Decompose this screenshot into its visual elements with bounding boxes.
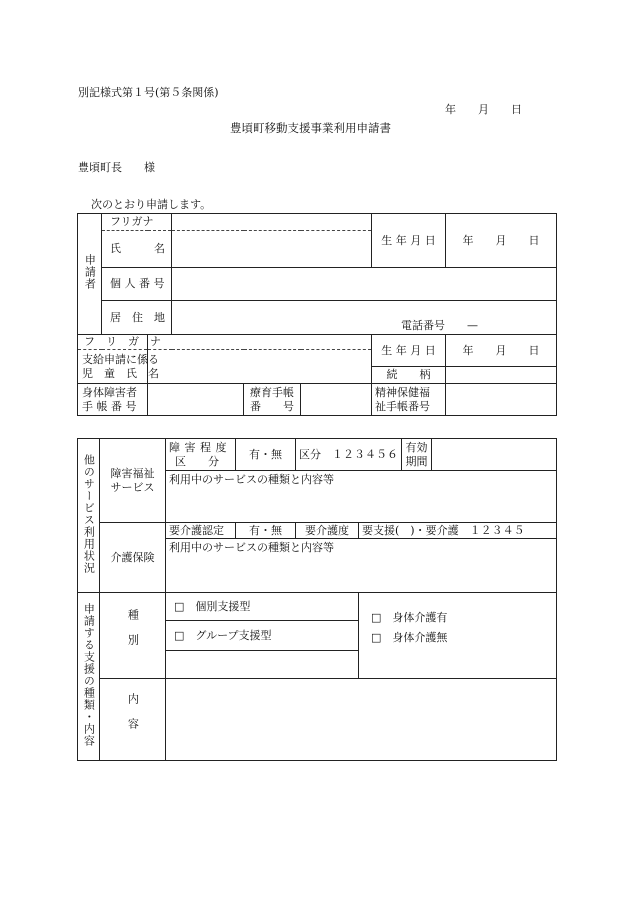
physical-handbook-label: 身体障害者 手 帳 番 号 [78, 384, 148, 416]
applicant-mynumber-value[interactable] [172, 268, 557, 301]
support-type-label: 種別 [100, 593, 166, 679]
care-usage-field[interactable]: 利用中のサービスの種類と内容等 [166, 539, 557, 593]
child-name-value[interactable] [148, 350, 372, 384]
child-furigana-label: フ リ ガ ナ [78, 335, 148, 350]
care-level-value[interactable]: 要支援( )・要介護 １２３４５ [359, 523, 557, 539]
applicant-group-label: 申請者 [78, 214, 102, 335]
services-table [77, 438, 557, 761]
applicant-furigana-label: フリガナ [102, 214, 172, 231]
applicant-birth-value[interactable]: 年 月 日 [446, 214, 557, 268]
applicant-name-value[interactable] [172, 231, 372, 268]
group-support-option[interactable]: □ グループ支援型 [166, 621, 359, 651]
disability-yes-no[interactable]: 有・無 [236, 439, 296, 471]
mental-handbook-value[interactable] [446, 384, 557, 416]
child-name-label: 支給申請に係る 児 童 氏 名 [78, 350, 148, 384]
applicant-name-label: 氏 名 [102, 231, 172, 268]
applicant-birth-label: 生 年 月 日 [372, 214, 446, 268]
phone-label: 電話番号 — [401, 319, 479, 333]
support-content-field[interactable] [166, 679, 557, 761]
form-number: 別記様式第１号(第５条関係) [78, 86, 219, 99]
mental-handbook-label: 精神保健福 祉手帳番号 [372, 384, 446, 416]
addressee: 豊頃町長 様 [78, 161, 155, 174]
rehab-handbook-label: 療育手帳 番 号 [244, 384, 301, 416]
support-content-label: 内容 [100, 679, 166, 761]
individual-support-option[interactable]: □ 個別支援型 [166, 593, 359, 621]
physical-care-yes-option[interactable]: □ 身体介護有 [371, 611, 448, 624]
valid-period-label: 有効 期間 [402, 439, 432, 471]
applicant-address-value[interactable] [172, 301, 557, 335]
child-relation-label: 続 柄 [372, 367, 446, 384]
page-title: 豊頃町移動支援事業利用申請書 [230, 121, 391, 135]
applicant-furigana-value[interactable] [172, 214, 372, 231]
rehab-handbook-value[interactable] [301, 384, 372, 416]
applicant-table [77, 213, 557, 416]
child-furigana-value[interactable] [148, 335, 372, 350]
care-level-label: 要介護度 [296, 523, 359, 539]
care-insurance-label: 介護保険 [100, 523, 166, 593]
child-birth-label: 生 年 月 日 [372, 335, 446, 367]
date-line: 年 月 日 [445, 103, 522, 116]
welfare-service-label: 障害福祉 サービス [100, 439, 166, 523]
services-group-label: 他のサービス利用状況 [78, 439, 100, 593]
disability-level-label: 障 害 程 度 区 分 [166, 439, 236, 471]
support-group-label: 申請する支援の種類・内容 [78, 593, 100, 761]
care-cert-label: 要介護認定 [166, 523, 236, 539]
disability-category[interactable]: 区分 １２３４５６ [296, 439, 402, 471]
child-relation-value[interactable] [446, 367, 557, 384]
applicant-address-label: 居 住 地 [102, 301, 172, 335]
support-type-blank[interactable] [166, 651, 359, 679]
care-cert-yes-no[interactable]: 有・無 [236, 523, 296, 539]
physical-care-options [359, 593, 557, 679]
physical-care-no-option[interactable]: □ 身体介護無 [371, 630, 448, 644]
child-birth-value[interactable]: 年 月 日 [446, 335, 557, 367]
applicant-mynumber-label: 個 人 番 号 [102, 268, 172, 301]
intro-text: 次のとおり申請します。 [91, 198, 212, 211]
valid-period-value[interactable] [432, 439, 557, 471]
welfare-usage-field[interactable]: 利用中のサービスの種類と内容等 [166, 471, 557, 523]
physical-handbook-value[interactable] [148, 384, 244, 416]
